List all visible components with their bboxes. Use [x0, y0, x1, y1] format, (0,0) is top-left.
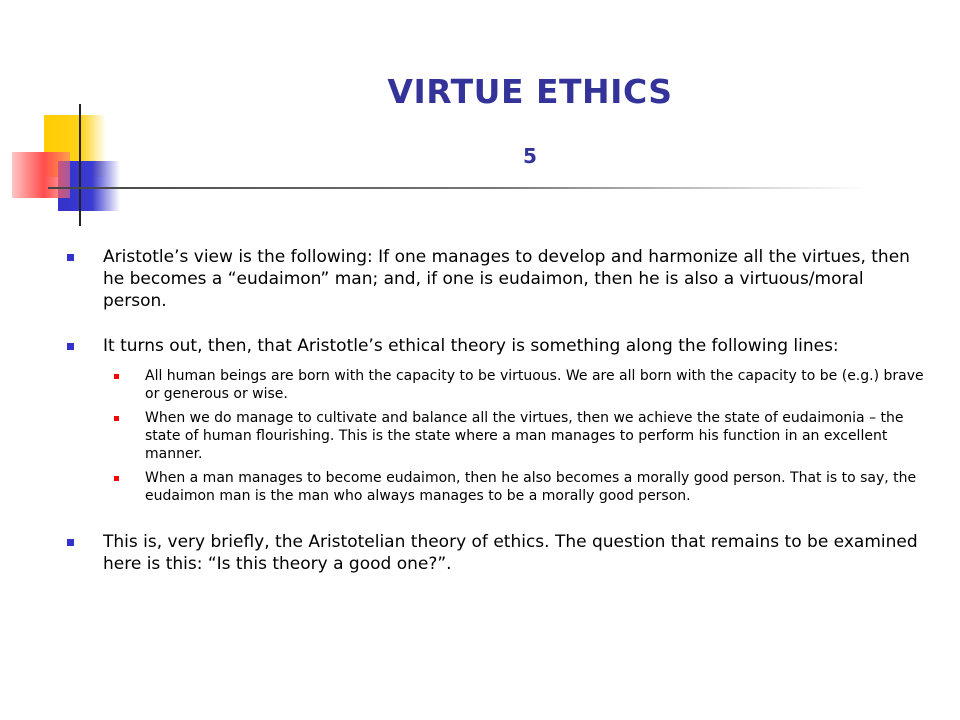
square-bullet-icon	[67, 254, 74, 261]
red-square-shape	[12, 152, 70, 198]
sub-bullet-text: When a man manages to become eudaimon, then he also becomes a morally good person. That is to say, the eudaimon man is the man who always manages to be a morally good person.	[145, 470, 917, 504]
bullet-text: Aristotle’s view is the following: If one manages to develop and harmonize all the virtues, then he becomes a “eudaimon” man; and, if one is eudaimon, then he is also a virtuous/moral person.	[103, 247, 910, 311]
title-divider	[48, 187, 868, 189]
slide-title: VIRTUE ETHICS	[387, 72, 673, 111]
sub-bullet-item	[103, 469, 928, 505]
square-bullet-icon	[67, 343, 74, 350]
bullet-text: This is, very briefly, the Aristotelian theory of ethics. The question that remains to be examined here is this: “Is this theory a good one?”.	[103, 532, 918, 574]
bullet-item	[66, 335, 928, 357]
sub-bullet-item	[103, 409, 928, 463]
slide-subtitle: 5	[523, 144, 537, 168]
bullet-item	[66, 246, 928, 312]
vertical-line-shape	[79, 104, 81, 226]
sub-bullet-list	[66, 367, 928, 505]
sub-bullet-item	[103, 367, 928, 403]
square-bullet-icon	[67, 539, 74, 546]
square-bullet-icon	[114, 476, 119, 481]
bullet-item	[66, 531, 928, 575]
sub-bullet-text: When we do manage to cultivate and balance all the virtues, then we achieve the state of eudaimonia – the state of human flourishing. This is the state where a man manages to perform his function in an excellent manner.	[145, 410, 904, 462]
slide-body	[66, 246, 928, 598]
square-bullet-icon	[114, 374, 119, 379]
bullet-text: It turns out, then, that Aristotle’s ethical theory is something along the following lines:	[103, 336, 839, 356]
sub-bullet-text: All human beings are born with the capacity to be virtuous. We are all born with the capacity to be (e.g.) brave or generous or wise.	[145, 368, 924, 402]
square-bullet-icon	[114, 416, 119, 421]
